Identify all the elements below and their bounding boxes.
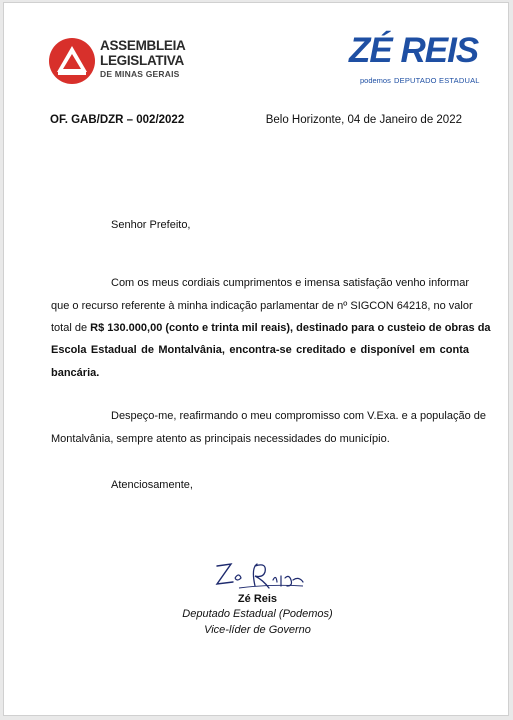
paragraph1-line1: Com os meus cordiais cumprimentos e imensa satisfação venho informar [111, 277, 469, 289]
signatory-role2: Vice-líder de Governo [204, 624, 311, 636]
paragraph1-line5-bold: bancária. [51, 367, 100, 379]
paragraph2-line1: Despeço-me, reafirmando o meu compromisso com V.Exa. e a população de [111, 410, 487, 422]
paragraph1-line2: que o recurso referente à minha indicação parlamentar de nº SIGCON 64218, no valor [51, 300, 473, 312]
document-date: Belo Horizonte, 04 de Janeiro de 2022 [265, 114, 462, 126]
almg-wordmark [100, 39, 186, 79]
paragraph1-line3 [51, 322, 491, 334]
almg-line1: ASSEMBLEIA [100, 38, 186, 53]
paragraph1-line4 [51, 345, 469, 356]
ze-reis-party: podemos [360, 76, 391, 85]
almg-line2: LEGISLATIVA [100, 52, 184, 68]
salutation: Senhor Prefeito, [111, 219, 191, 231]
ze-reis-logo: ZÉ REIS [349, 31, 479, 70]
almg-line3: DE MINAS GERAIS [100, 69, 180, 79]
paragraph1-line3-bold: R$ 130.000,00 (conto e trinta mil reais), destinado para o custeio de obras da [90, 322, 491, 334]
paragraph2-line2: Montalvânia, sempre atento as principais necessidades do município. [51, 433, 390, 445]
ze-reis-role: DEPUTADO ESTADUAL [394, 76, 480, 85]
paragraph1-line5 [51, 368, 99, 379]
signatory-role: Deputado Estadual (Podemos) [182, 608, 333, 620]
letter-page [3, 2, 509, 716]
paragraph1-line3-prefix: total de [51, 322, 91, 334]
paragraph1-line4-bold: Escola Estadual de Montalvânia, encontra-se creditado e disponível em conta [51, 344, 469, 356]
handwritten-signature [209, 558, 309, 594]
closing: Atenciosamente, [111, 479, 193, 491]
almg-logo-icon [48, 37, 96, 85]
signatory-name: Zé Reis [237, 593, 278, 605]
document-reference: OF. GAB/DZR – 002/2022 [50, 114, 185, 126]
